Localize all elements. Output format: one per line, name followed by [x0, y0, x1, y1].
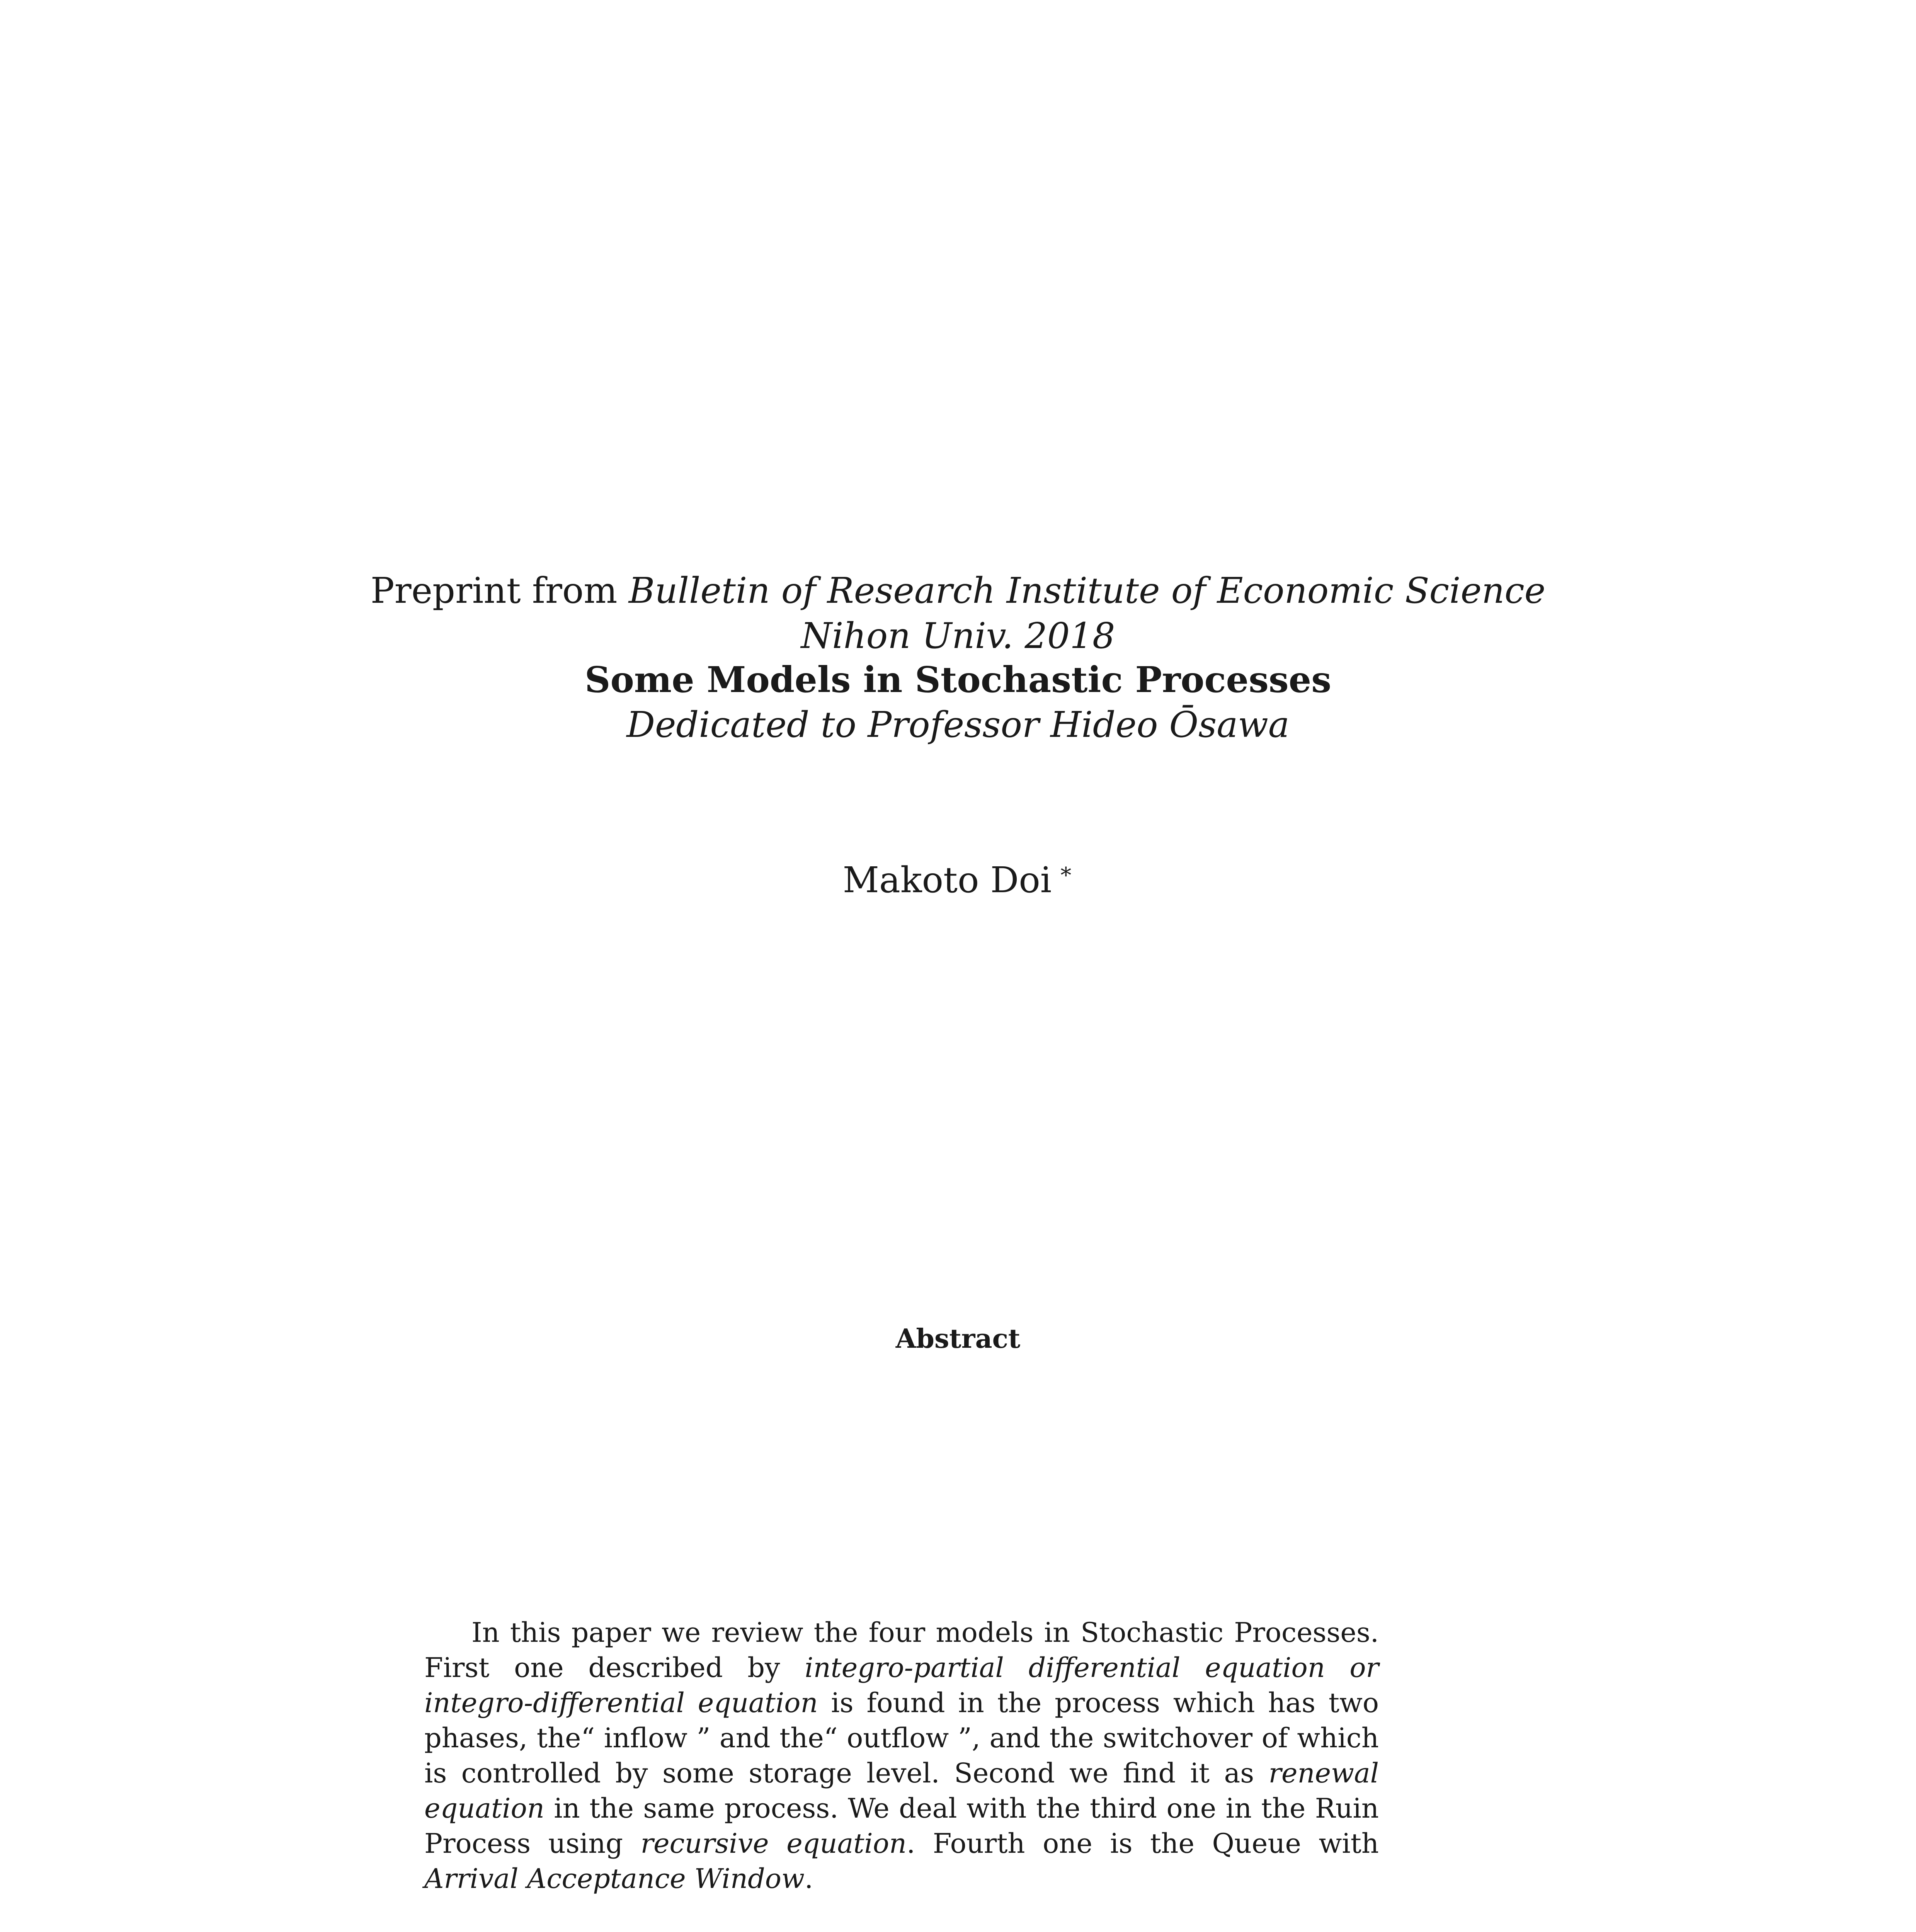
- paper-title: Some Models in Stochastic Processes: [585, 659, 1331, 701]
- dedication: Dedicated to Professor Hideo Ōsawa: [626, 704, 1290, 745]
- abstract-text: is found in the process which has two phases, the“ inflow ” and the“ outflow ”, and the switchover of which is controlled by some storage level. Second we find it as: [424, 1687, 1379, 1789]
- abstract-heading: Abstract: [895, 1323, 1021, 1354]
- preprint-line: [0, 570, 1916, 611]
- abstract-text: . Fourth one is the Queue with: [907, 1828, 1379, 1859]
- abstract-text: in the same process. We deal with the third one in the Ruin Process using: [424, 1793, 1379, 1859]
- abstract-emphasis: recursive equation: [640, 1828, 907, 1859]
- abstract-body: [424, 1615, 1379, 1896]
- preprint-prefix: Preprint from: [370, 570, 629, 611]
- author-footnote-mark: ∗: [1058, 859, 1074, 884]
- venue-line: Nihon Univ. 2018: [801, 615, 1115, 656]
- abstract-text: In this paper we review the four models in Stochastic Processes. First one described by: [424, 1617, 1379, 1684]
- author-name: Makoto Doi: [842, 859, 1052, 901]
- abstract-emphasis: renewal equation: [424, 1757, 1379, 1824]
- author: [0, 859, 1916, 901]
- abstract-emphasis: Arrival Acceptance Window: [424, 1863, 805, 1895]
- abstract-emphasis: integro-partial differential equation or integro-differential equation: [424, 1652, 1379, 1719]
- journal-name: Bulletin of Research Institute of Economic Science: [628, 570, 1546, 611]
- abstract-text: .: [804, 1863, 813, 1895]
